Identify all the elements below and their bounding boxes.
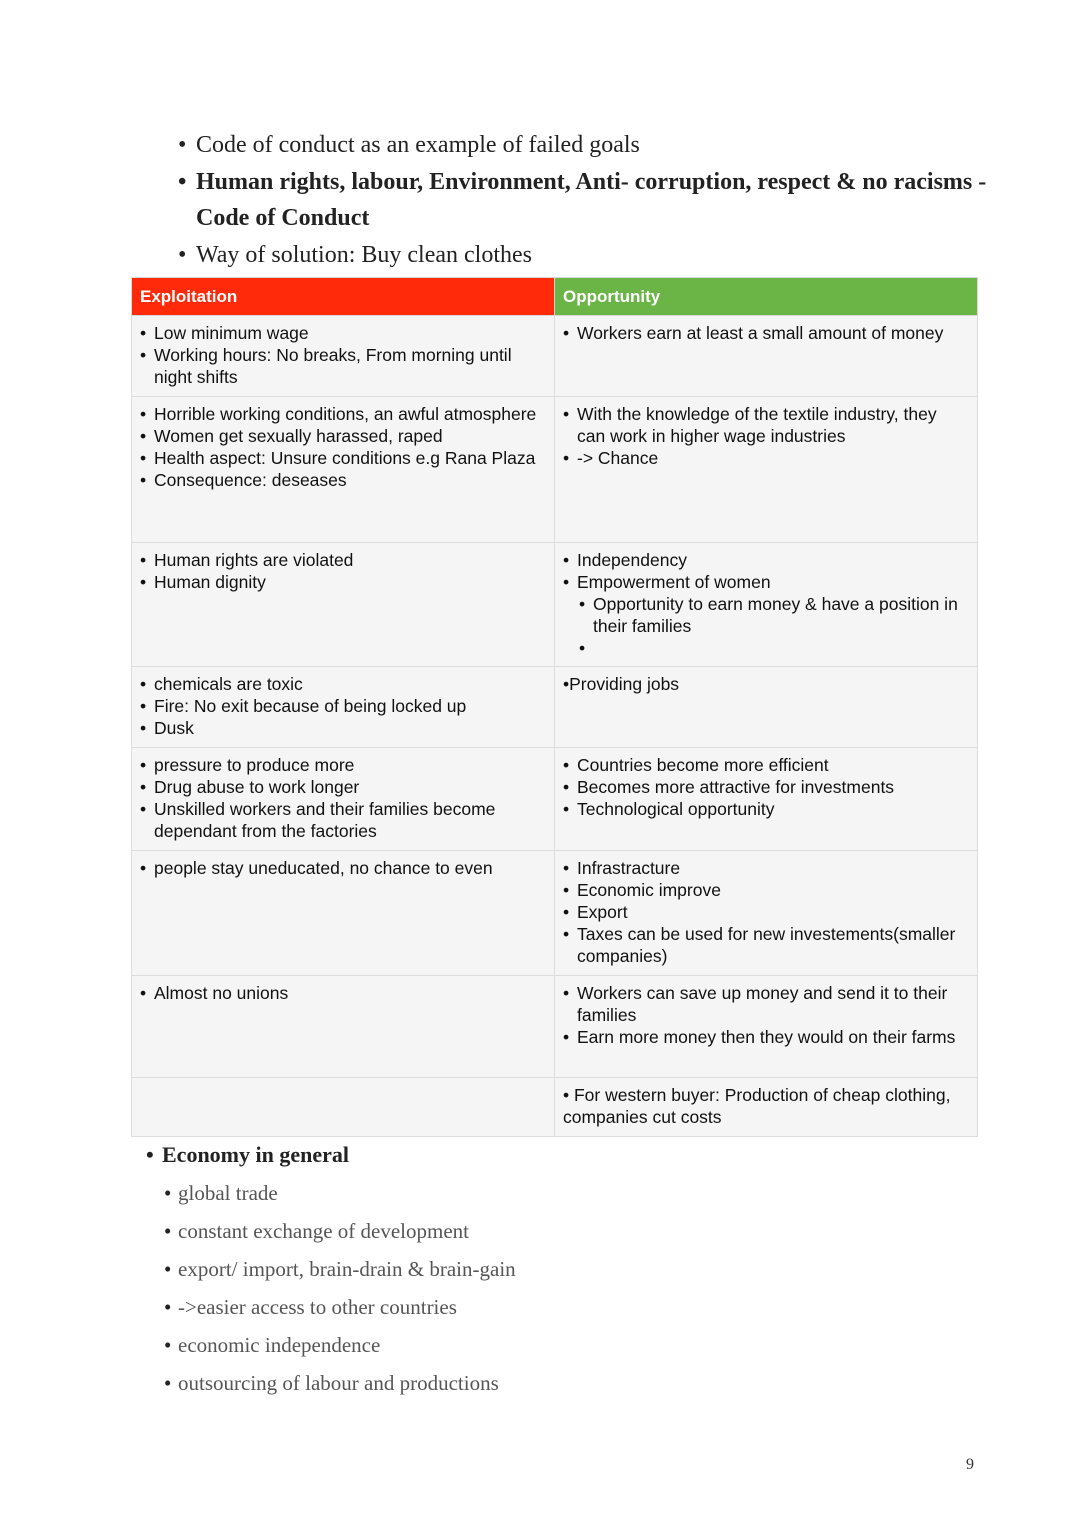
opportunity-cell (555, 543, 978, 667)
bullet-item (563, 403, 969, 447)
bullet-item (563, 982, 969, 1026)
bullet-text: Infrastracture (577, 858, 681, 878)
bullet-icon: • (140, 470, 147, 490)
bullet-icon: • (140, 323, 147, 343)
bullet-icon: • (563, 404, 570, 424)
bullet-text: Drug abuse to work longer (154, 777, 360, 797)
bullet-text: Opportunity to earn money & have a position in their families (593, 594, 958, 636)
list-item-text: constant exchange of development (178, 1219, 469, 1243)
bullet-text: Human dignity (154, 572, 266, 592)
bullet-icon: • (563, 858, 570, 878)
table-body (132, 316, 978, 1137)
economy-heading-text: Economy in general (162, 1142, 349, 1167)
bullet-text: -> Chance (577, 448, 659, 468)
intro-item (178, 127, 998, 164)
page-number: 9 (966, 1456, 974, 1473)
opportunity-list (563, 857, 969, 967)
exploitation-cell (132, 1078, 555, 1137)
table-row (132, 667, 978, 748)
opportunity-cell (555, 667, 978, 748)
opportunity-cell (555, 976, 978, 1078)
bullet-icon: • (178, 132, 187, 158)
bullet-icon: • (140, 448, 147, 468)
bullet-icon: • (563, 983, 570, 1003)
bullet-icon: • (140, 550, 147, 570)
intro-text: Way of solution: Buy clean clothes (196, 241, 532, 268)
bullet-icon: • (146, 1142, 154, 1167)
intro-text: Code of conduct as an example of failed goals (196, 132, 640, 158)
bullet-item (140, 322, 546, 344)
bullet-icon: • (563, 902, 570, 922)
bullet-item (140, 571, 546, 593)
bullet-icon: • (563, 1027, 570, 1047)
bullet-text: Earn more money then they would on their farms (577, 1027, 956, 1047)
bullet-item (563, 776, 969, 798)
bullet-item (140, 403, 546, 425)
bullet-text: Empowerment of women (577, 572, 771, 592)
bullet-item (140, 447, 546, 469)
bullet-text: Becomes more attractive for investments (577, 777, 895, 797)
bullet-item (140, 425, 546, 447)
bullet-icon: • (563, 799, 570, 819)
bullet-item (579, 593, 969, 637)
bullet-item (140, 776, 546, 798)
bullet-icon: • (140, 696, 147, 716)
list-item-text: global trade (178, 1181, 278, 1205)
intro-item (178, 164, 998, 237)
bullet-icon: • (164, 1371, 172, 1395)
bullet-text: chemicals are toxic (154, 674, 303, 694)
bullet-text: Horrible working conditions, an awful atmosphere (154, 404, 537, 424)
exploitation-list (140, 982, 546, 1004)
bullet-text: With the knowledge of the textile industry, they can work in higher wage industries (577, 404, 937, 446)
opportunity-list (563, 549, 969, 658)
bullet-item (140, 754, 546, 776)
bullet-icon: • (563, 550, 570, 570)
table-row (132, 976, 978, 1078)
bullet-item (140, 857, 546, 879)
bullet-icon: • (140, 345, 147, 365)
bullet-item (140, 798, 546, 842)
bullet-text: Independency (577, 550, 687, 570)
opportunity-text: • For western buyer: Production of cheap clothing, companies cut costs (563, 1085, 951, 1127)
opportunity-cell (555, 1078, 978, 1137)
bullet-icon: • (164, 1333, 172, 1357)
bullet-text: Export (577, 902, 628, 922)
intro-text: Human rights, labour, Environment, Anti- corruption, respect & no racisms - Code of Conduct (196, 168, 987, 231)
table-row (132, 316, 978, 397)
bullet-icon: • (178, 168, 187, 195)
bullet-item (563, 923, 969, 967)
bullet-item (140, 469, 546, 491)
table-row (132, 1078, 978, 1137)
bullet-text: Taxes can be used for new investements(smaller companies) (577, 924, 956, 966)
bullet-text: people stay uneducated, no chance to even (154, 858, 493, 878)
exploitation-cell (132, 976, 555, 1078)
opportunity-cell (555, 748, 978, 851)
table-row (132, 397, 978, 543)
bullet-item (563, 754, 969, 776)
bullet-text: Human rights are violated (154, 550, 354, 570)
bullet-icon: • (140, 572, 147, 592)
bullet-icon: • (164, 1257, 172, 1281)
bullet-icon: • (579, 638, 586, 658)
list-item-text: economic independence (178, 1333, 381, 1357)
exploitation-list (140, 549, 546, 593)
opportunity-list (563, 754, 969, 820)
list-item-text: outsourcing of labour and productions (178, 1371, 499, 1395)
bullet-icon: • (579, 594, 586, 614)
exploitation-cell (132, 543, 555, 667)
opportunity-cell (555, 397, 978, 543)
opportunity-text: •Providing jobs (563, 674, 680, 694)
bullet-item (563, 879, 969, 901)
exploitation-cell (132, 316, 555, 397)
bullet-item (563, 322, 969, 344)
bullet-item (563, 1026, 969, 1048)
bullet-text: Working hours: No breaks, From morning until night shifts (154, 345, 512, 387)
opportunity-cell (555, 316, 978, 397)
opportunity-list (563, 322, 969, 344)
bullet-icon: • (140, 426, 147, 446)
bullet-icon: • (164, 1219, 172, 1243)
exploitation-list (140, 754, 546, 842)
bullet-item (563, 571, 969, 593)
bullet-icon: • (563, 880, 570, 900)
bullet-icon: • (140, 777, 147, 797)
table-row (132, 748, 978, 851)
bullet-icon: • (563, 777, 570, 797)
exploitation-list (140, 403, 546, 491)
bullet-text: Women get sexually harassed, raped (154, 426, 443, 446)
bullet-text: Health aspect: Unsure conditions e.g Rana Plaza (154, 448, 536, 468)
bullet-icon: • (140, 983, 147, 1003)
bullet-text: Workers can save up money and send it to their families (577, 983, 948, 1025)
table-row (132, 851, 978, 976)
bullet-icon: • (140, 718, 147, 738)
bullet-item (563, 798, 969, 820)
bullet-item (563, 857, 969, 879)
bullet-text: Unskilled workers and their families become dependant from the factories (154, 799, 496, 841)
bullet-item (563, 901, 969, 923)
bullet-text: Dusk (154, 718, 194, 738)
bullet-text: Workers earn at least a small amount of money (577, 323, 944, 343)
bullet-icon: • (563, 924, 570, 944)
bullet-text: Low minimum wage (154, 323, 309, 343)
bullet-text: Fire: No exit because of being locked up (154, 696, 467, 716)
economy-heading (146, 1140, 746, 1170)
bullet-icon: • (140, 404, 147, 424)
bullet-text: pressure to produce more (154, 755, 355, 775)
opportunity-list (563, 403, 969, 469)
list-item (164, 1364, 746, 1402)
bullet-text: Consequence: deseases (154, 470, 347, 490)
bullet-icon: • (563, 572, 570, 592)
header-exploitation: Exploitation (132, 278, 555, 316)
bullet-icon: • (563, 323, 570, 343)
table-header-row (132, 278, 978, 316)
bullet-icon: • (140, 755, 147, 775)
bullet-item (140, 695, 546, 717)
list-item (164, 1212, 746, 1250)
header-opportunity: Opportunity (555, 278, 978, 316)
bullet-item (563, 447, 969, 469)
comparison-table (131, 277, 978, 1137)
table-row (132, 543, 978, 667)
exploitation-list (140, 322, 546, 388)
exploitation-cell (132, 748, 555, 851)
bullet-item (140, 717, 546, 739)
bullet-icon: • (178, 241, 187, 268)
opportunity-cell (555, 851, 978, 976)
exploitation-cell (132, 397, 555, 543)
list-item (164, 1174, 746, 1212)
intro-list (178, 127, 998, 273)
bullet-item (140, 344, 546, 388)
list-item (164, 1250, 746, 1288)
bullet-item (140, 673, 546, 695)
intro-item (178, 237, 998, 274)
opportunity-list (563, 982, 969, 1048)
bullet-icon: • (563, 448, 570, 468)
bullet-item (563, 549, 969, 571)
bullet-icon: • (140, 674, 147, 694)
exploitation-cell (132, 667, 555, 748)
bullet-icon: • (563, 755, 570, 775)
economy-list (164, 1174, 746, 1402)
bullet-icon: • (164, 1295, 172, 1319)
list-item-text: export/ import, brain-drain & brain-gain (178, 1257, 516, 1281)
bullet-icon: • (164, 1181, 172, 1205)
list-item (164, 1288, 746, 1326)
bullet-item (140, 549, 546, 571)
bullet-icon: • (140, 858, 147, 878)
bullet-text: Almost no unions (154, 983, 289, 1003)
exploitation-list (140, 673, 546, 739)
exploitation-list (140, 857, 546, 879)
list-item (164, 1326, 746, 1364)
bullet-text: Economic improve (577, 880, 721, 900)
bullet-text: Technological opportunity (577, 799, 775, 819)
bullet-text: Countries become more efficient (577, 755, 829, 775)
list-item-text: ->easier access to other countries (178, 1295, 457, 1319)
bullet-icon: • (140, 799, 147, 819)
economy-section (146, 1140, 746, 1402)
exploitation-cell (132, 851, 555, 976)
bullet-item (140, 982, 546, 1004)
